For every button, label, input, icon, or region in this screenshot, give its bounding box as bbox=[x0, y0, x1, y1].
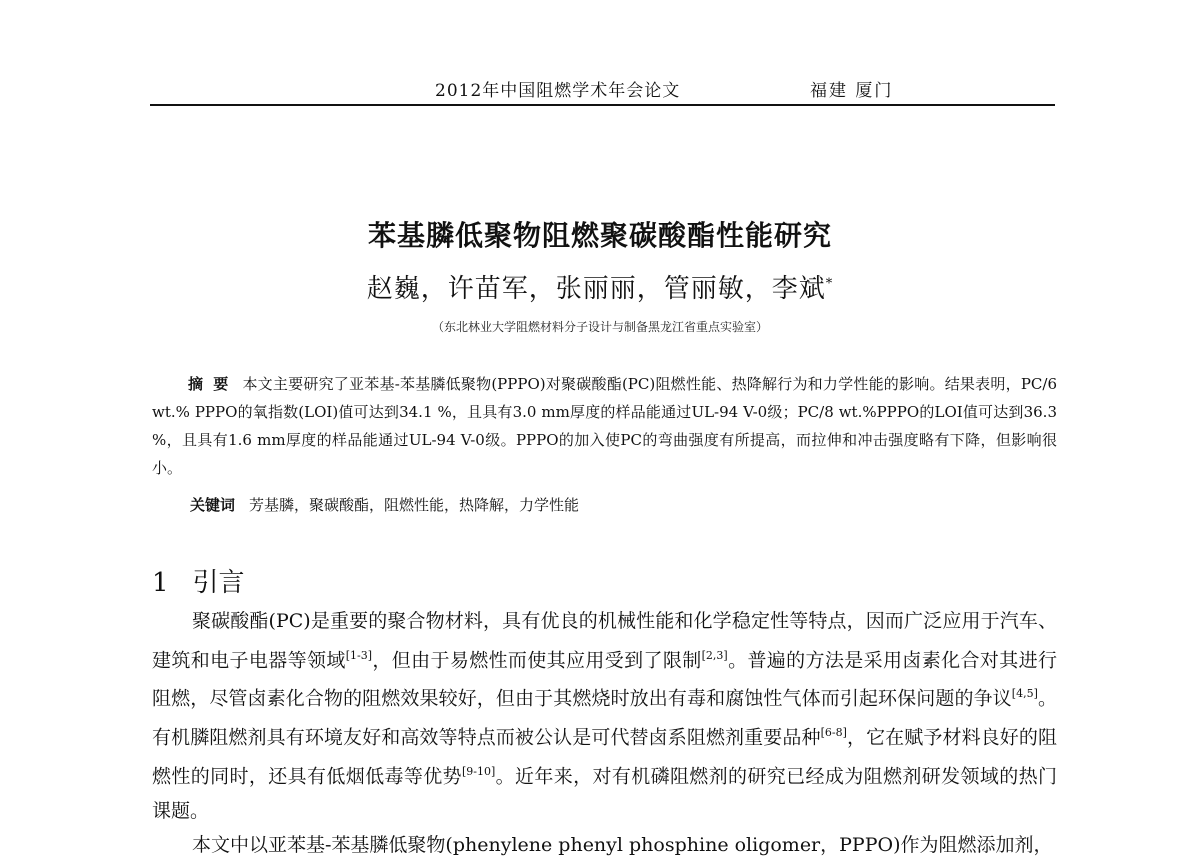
abstract-label: 摘要 bbox=[188, 375, 239, 393]
section-title: 引言 bbox=[192, 568, 245, 598]
abstract-text: 本文主要研究了亚苯基-苯基膦低聚物(PPPO)对聚碳酸酯(PC)阻燃性能、热降解行为和力学性能的影响。结果表明，PC/6 wt.% PPPO的氧指数(LOI)值可达到34.1 %，且具有3.0 mm厚度的样品能通过UL-94 V-0级；PC/8 wt.%PPPO的LOI值可达到36.3 %，且具有1.6 mm厚度的样品能通过UL-94 V-0级。PPPO的加入使PC的弯曲强度有所提高，而拉伸和冲击强度略有下降，但影响很小。 bbox=[152, 375, 1057, 477]
keywords-label: 关键词 bbox=[190, 496, 236, 514]
section-number: 1 bbox=[152, 568, 169, 598]
author-list bbox=[0, 268, 1200, 305]
keywords bbox=[190, 494, 579, 515]
conference-location: 福建 厦门 bbox=[810, 81, 894, 101]
affiliation: （东北林业大学阻燃材料分子设计与制备黑龙江省重点实验室） bbox=[431, 320, 768, 334]
paragraph: 聚碳酸酯(PC)是重要的聚合物材料，具有优良的机械性能和化学稳定性等特点，因而广泛应用于汽车、建筑和电子电器等领域[1-3]，但由于易燃性而使其应用受到了限制[2,3]。普遍的方法是采用卤素化合对其进行阻燃，尽管卤素化合物的阻燃效果较好，但由于其燃烧时放出有毒和腐蚀性气体而引起环保问题的争议[4,5]。有机膦阻燃剂具有环境友好和高效等特点而被公认是可代替卤系阻燃剂重要品种[6-8]，它在赋予材料良好的阻燃性的同时，还具有低烟低毒等优势[9-10]。近年来，对有机磷阻燃剂的研究已经成为阻燃剂研发领域的热门课题。 bbox=[152, 610, 1057, 822]
citation: [4,5] bbox=[1011, 687, 1038, 701]
conference-name: 2012年中国阻燃学术年会论文 bbox=[435, 81, 681, 101]
citation: [9-10] bbox=[461, 764, 496, 778]
keywords-text: 芳基膦，聚碳酸酯，阻燃性能，热降解，力学性能 bbox=[249, 496, 580, 514]
citation: [2,3] bbox=[701, 648, 728, 662]
corresponding-author-mark: * bbox=[825, 276, 834, 292]
abstract bbox=[152, 370, 1057, 482]
section-body bbox=[152, 604, 1057, 863]
running-header bbox=[150, 76, 1055, 106]
paper-title: 苯基膦低聚物阻燃聚碳酸酯性能研究 bbox=[367, 219, 832, 252]
author-names: 赵巍，许苗军，张丽丽，管丽敏，李斌 bbox=[366, 274, 826, 304]
section-heading bbox=[152, 562, 245, 599]
paragraph: 本文中以亚苯基-苯基膦低聚物(phenylene phenyl phosphine oligomer，PPPO)作为阻燃添加剂， bbox=[192, 834, 1053, 857]
citation: [1-3] bbox=[345, 648, 372, 662]
citation: [6-8] bbox=[820, 726, 847, 740]
